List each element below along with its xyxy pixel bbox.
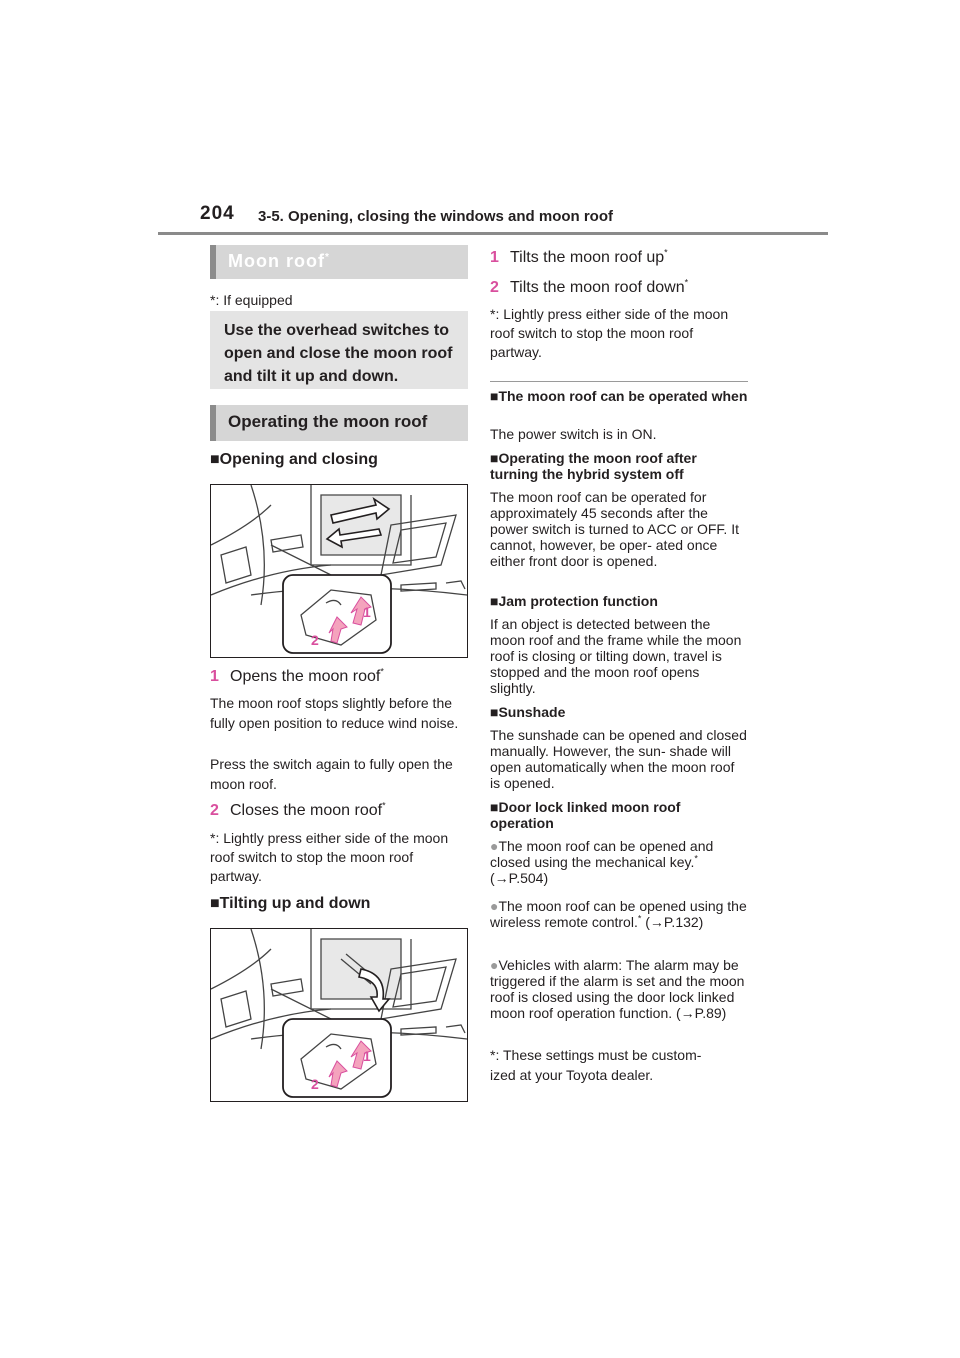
bullet-dot-icon: ● xyxy=(490,898,499,914)
operated-when-heading: ■The moon roof can be operated when xyxy=(490,388,748,404)
bullet-wireless-remote: ●The moon roof can be opened using the wireless remote control.* (→P.132) xyxy=(490,898,747,930)
sunshade-text: The sunshade can be opened and closed manually. However, the sun- shade will open automatically when the moon roof is opened. xyxy=(490,727,747,791)
after-off-heading: ■Operating the moon roof after turning the hybrid system off xyxy=(490,450,697,482)
moon-roof-switch-drawing xyxy=(211,485,467,657)
dealer-footnote: *: These settings must be custom- ized at your Toyota dealer. xyxy=(490,1047,702,1083)
section-title: 3-5. Opening, closing the windows and moon roof xyxy=(258,208,614,225)
jam-protection-heading: ■Jam protection function xyxy=(490,593,658,609)
bullet-dot-icon: ● xyxy=(490,838,499,854)
door-lock-heading: ■Door lock linked moon roof operation xyxy=(490,799,681,831)
header-rule xyxy=(158,232,828,235)
bullet-dot-icon: ● xyxy=(490,957,499,973)
open-note-1: The moon roof stops slightly before the fully open position to reduce wind noise. xyxy=(210,695,459,731)
tilting-heading: ■Tilting up and down xyxy=(210,895,371,912)
callout-2: 2 xyxy=(311,1076,319,1092)
page-number: 204 xyxy=(200,203,235,224)
tilt-lightly-press-footnote: *: Lightly press either side of the moon roof switch to stop the moon roof partway. xyxy=(490,306,729,360)
tilting-illustration xyxy=(210,928,468,1102)
step-closes: 2 Closes the moon roof* xyxy=(210,800,386,819)
after-off-text: The moon roof can be operated for approximately 45 seconds after the power switch is turned to ACC or OFF. It cannot, however, be oper- ated once either front door is opened. xyxy=(490,489,739,569)
step-tilts-down: 2 Tilts the moon roof down* xyxy=(490,277,689,296)
callout-2: 2 xyxy=(311,632,319,648)
equipped-footnote: *: If equipped xyxy=(210,292,293,308)
opening-closing-illustration xyxy=(210,484,468,658)
notes-divider xyxy=(490,381,748,382)
sunshade-heading: ■Sunshade xyxy=(490,704,566,720)
intro-box: Use the overhead switches to open and close the moon roof and tilt it up and down. xyxy=(210,311,468,389)
lightly-press-footnote: *: Lightly press either side of the moon roof switch to stop the moon roof partway. xyxy=(210,830,449,884)
moon-roof-title: Moon roof* xyxy=(210,245,468,279)
callout-1: 1 xyxy=(363,1048,371,1064)
open-note-2: Press the switch again to fully open the moon roof. xyxy=(210,756,453,792)
moon-roof-tilt-drawing xyxy=(211,929,467,1101)
operating-title: Operating the moon roof xyxy=(210,405,468,441)
jam-protection-text: If an object is detected between the moon roof and the frame while the moon roof is closing or tilting down, travel is stopped and the moon roof opens slightly. xyxy=(490,616,742,696)
step-opens: 1 Opens the moon roof* xyxy=(210,666,384,685)
callout-1: 1 xyxy=(363,604,371,620)
step-tilts-up: 1 Tilts the moon roof up* xyxy=(490,247,668,266)
opening-closing-heading: ■Opening and closing xyxy=(210,451,378,468)
bullet-mechanical-key: ●The moon roof can be opened and closed using the mechanical key.* (→P.504) xyxy=(490,838,714,886)
operated-when-text: The power switch is in ON. xyxy=(490,426,657,442)
bullet-alarm: ●Vehicles with alarm: The alarm may be triggered if the alarm is set and the moon roof is closed using the door lock linked moon roof operation function. (→P.89) xyxy=(490,957,745,1021)
